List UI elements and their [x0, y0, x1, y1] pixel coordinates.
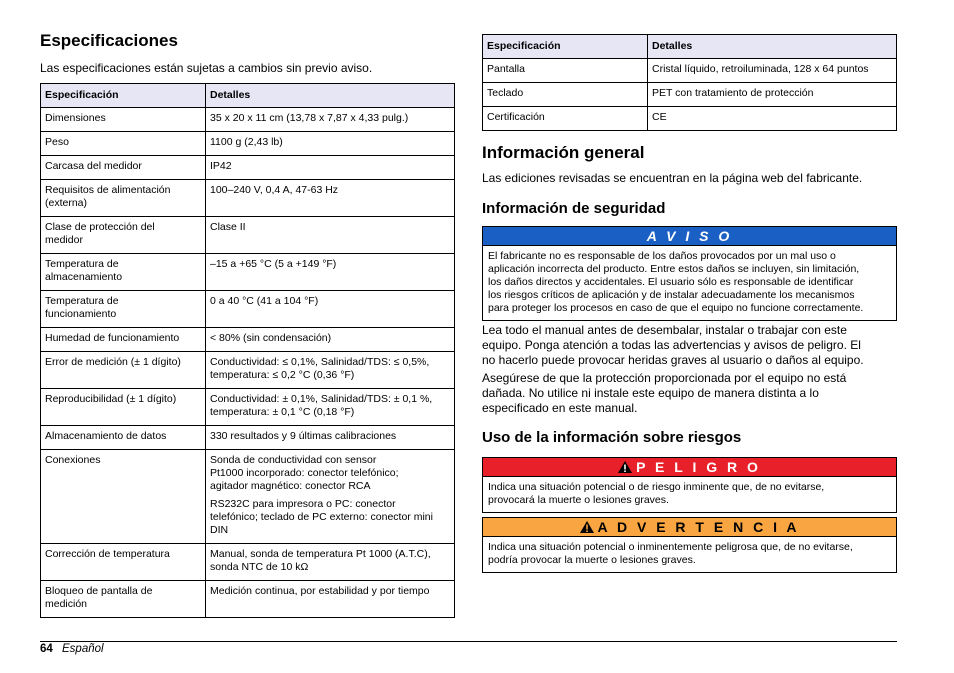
read-manual-paragraph: [482, 323, 892, 368]
header-details: Detalles: [206, 84, 455, 108]
details-line: 330 resultados y 9 últimas calibraciones: [210, 430, 397, 442]
paragraph-line: dañada. No utilice ni instale este equipo de manera distinta a lo: [482, 386, 819, 400]
details-line: DIN: [210, 524, 229, 536]
table-row: [41, 581, 455, 618]
details-line: RS232C para impresora o PC: conector: [210, 498, 396, 510]
peligro-line: provocará la muerte o lesiones graves.: [488, 494, 669, 506]
details-line: Medición continua, por estabilidad y por tiempo: [210, 585, 430, 597]
paragraph-line: Asegúrese de que la protección proporcionada por el equipo no está: [482, 371, 847, 385]
details-line: Conductividad: ± 0,1%, Salinidad/TDS: ± 0,1 %,: [210, 393, 433, 405]
aviso-body: [483, 245, 896, 320]
aviso-notice: [482, 226, 897, 321]
details-line: Clase II: [210, 221, 246, 233]
spec-line: funcionamiento: [45, 308, 117, 320]
advertencia-line: podría provocar la muerte o lesiones graves.: [488, 554, 696, 566]
details-line: 1100 g (2,43 lb): [210, 136, 283, 148]
details-line: Sonda de conductividad con sensor: [210, 454, 377, 466]
details-line: temperatura: ± 0,1 °C (0,18 °F): [210, 406, 355, 418]
details-cell: [206, 389, 455, 426]
spec-line: (externa): [45, 197, 88, 209]
table-row: [41, 254, 455, 291]
page-footer: [40, 643, 104, 655]
spec-cell: [41, 217, 206, 254]
details-line: telefónico; teclado de PC externo: conector mini: [210, 511, 433, 523]
spec-line: Temperatura de: [45, 295, 119, 307]
details-cell: [206, 180, 455, 217]
spec-line: Carcasa del medidor: [45, 160, 142, 172]
aviso-line: los daños directos y accidentales. El usuario sólo es responsable de identificar: [488, 276, 854, 288]
table-row: [41, 450, 455, 544]
safety-info-title: Información de seguridad: [482, 200, 666, 217]
aviso-line: El fabricante no es responsable de los daños provocados por un mal uso o: [488, 250, 836, 262]
table-header-row: [41, 84, 455, 108]
details-paragraph: [210, 498, 450, 537]
spec-line: medición: [45, 598, 88, 610]
spec-cell: [41, 450, 206, 544]
details-cell: PET con tratamiento de protección: [648, 83, 897, 107]
specs-table: [40, 83, 455, 618]
spec-cell: [41, 389, 206, 426]
spec-cell: Certificación: [483, 107, 648, 131]
spec-line: Almacenamiento de datos: [45, 430, 167, 442]
peligro-body: [483, 476, 896, 512]
table-row: [41, 426, 455, 450]
footer-language: Español: [62, 643, 104, 655]
specs-table-continued: [482, 34, 897, 131]
details-cell: [206, 581, 455, 618]
table-header-row: [483, 35, 897, 59]
aviso-line: aplicación incorrecta del producto. Entre estos daños se incluyen, sin limitación,: [488, 263, 860, 275]
table-row: [41, 156, 455, 180]
table-row: [41, 108, 455, 132]
details-line: Conductividad: ≤ 0,1%, Salinidad/TDS: ≤ 0,5%,: [210, 356, 430, 368]
details-cell: [206, 426, 455, 450]
header-specification: Especificación: [41, 84, 206, 108]
details-line: 100–240 V, 0,4 A, 47-63 Hz: [210, 184, 339, 196]
table-row: [41, 132, 455, 156]
details-cell: [206, 108, 455, 132]
spec-line: Clase de protección del: [45, 221, 155, 233]
spec-cell: [41, 156, 206, 180]
peligro-notice: [482, 457, 897, 513]
table-row: [41, 180, 455, 217]
spec-cell: [41, 108, 206, 132]
details-cell: [206, 217, 455, 254]
spec-line: Humedad de funcionamiento: [45, 332, 180, 344]
details-line: 0 a 40 °C (41 a 104 °F): [210, 295, 319, 307]
spec-cell: [41, 352, 206, 389]
general-info-title: Información general: [482, 143, 645, 162]
table-row: [41, 217, 455, 254]
spec-line: Dimensiones: [45, 112, 106, 124]
table-row: [41, 291, 455, 328]
peligro-label: P E L I G R O: [636, 459, 761, 475]
aviso-line: para proteger los procesos en caso de que el equipo no funcione correctamente.: [488, 302, 864, 314]
table-row: [41, 352, 455, 389]
aviso-label: A V I S O: [483, 227, 896, 245]
header-specification: Especificación: [483, 35, 648, 59]
details-line: 35 x 20 x 11 cm (13,78 x 7,87 x 4,33 pulg.): [210, 112, 409, 124]
advertencia-header: [483, 518, 896, 536]
details-line: < 80% (sin condensación): [210, 332, 332, 344]
general-info-text: Las ediciones revisadas se encuentran en la página web del fabricante.: [482, 171, 863, 185]
details-cell: [206, 291, 455, 328]
spec-line: medidor: [45, 234, 83, 246]
details-cell: [206, 352, 455, 389]
table-row: [41, 544, 455, 581]
protection-paragraph: [482, 371, 892, 416]
advertencia-body: [483, 536, 896, 572]
details-cell: [206, 132, 455, 156]
table-row: [483, 59, 897, 83]
spec-cell: [41, 328, 206, 352]
spec-line: Error de medición (± 1 dígito): [45, 356, 181, 368]
table-row: [483, 83, 897, 107]
peligro-header: [483, 458, 896, 476]
spec-cell: [41, 254, 206, 291]
specs-intro: Las especificaciones están sujetas a cambios sin previo aviso.: [40, 61, 373, 75]
details-cell: [206, 156, 455, 180]
details-cell: Cristal líquido, retroiluminada, 128 x 64 puntos: [648, 59, 897, 83]
spec-line: Reproducibilidad (± 1 dígito): [45, 393, 177, 405]
details-cell: [206, 450, 455, 544]
hazard-info-title: Uso de la información sobre riesgos: [482, 429, 742, 446]
spec-line: Conexiones: [45, 454, 101, 466]
details-line: –15 a +65 °C (5 a +149 °F): [210, 258, 337, 270]
specs-title: Especificaciones: [40, 31, 178, 50]
details-line: IP42: [210, 160, 232, 172]
spec-cell: [41, 291, 206, 328]
spec-cell: Pantalla: [483, 59, 648, 83]
spec-line: Bloqueo de pantalla de: [45, 585, 153, 597]
paragraph-line: Lea todo el manual antes de desembalar, instalar o trabajar con este: [482, 323, 847, 337]
warning-triangle-icon: [580, 521, 594, 533]
spec-cell: [41, 426, 206, 450]
header-details: Detalles: [648, 35, 897, 59]
details-line: Pt1000 incorporado: conector telefónico;: [210, 467, 399, 479]
spec-line: almacenamiento: [45, 271, 123, 283]
aviso-line: los riesgos críticos de aplicación y de instalar adecuadamente los mecanismos: [488, 289, 855, 301]
details-line: sonda NTC de 10 kΩ: [210, 561, 309, 573]
spec-cell: [41, 544, 206, 581]
table-row: [41, 389, 455, 426]
page-number: 64: [40, 643, 53, 655]
advertencia-line: Indica una situación potencial o inminentemente peligrosa que, de no evitarse,: [488, 541, 853, 553]
details-line: Manual, sonda de temperatura Pt 1000 (A.T.C),: [210, 548, 431, 560]
spec-cell: [41, 132, 206, 156]
details-cell: [206, 254, 455, 291]
details-cell: [206, 328, 455, 352]
spec-line: Temperatura de: [45, 258, 119, 270]
spec-cell: [41, 180, 206, 217]
footer-divider: [40, 641, 897, 642]
spec-line: Requisitos de alimentación: [45, 184, 171, 196]
paragraph-line: no hacerlo puede provocar heridas graves al usuario o daños al equipo.: [482, 353, 864, 367]
details-cell: [206, 544, 455, 581]
table-row: [41, 328, 455, 352]
spec-cell: [41, 581, 206, 618]
spec-line: Corrección de temperatura: [45, 548, 170, 560]
details-cell: CE: [648, 107, 897, 131]
advertencia-label: A D V E R T E N C I A: [597, 519, 800, 535]
paragraph-line: especificado en este manual.: [482, 401, 638, 415]
details-line: agitador magnético: conector RCA: [210, 480, 371, 492]
peligro-line: Indica una situación potencial o de riesgo inminente que, de no evitarse,: [488, 481, 825, 493]
spec-line: Peso: [45, 136, 69, 148]
table-row: [483, 107, 897, 131]
advertencia-notice: [482, 517, 897, 573]
details-line: temperatura: ≤ 0,2 °C (0,36 °F): [210, 369, 355, 381]
spec-cell: Teclado: [483, 83, 648, 107]
paragraph-line: equipo. Ponga atención a todas las advertencias y avisos de peligro. El: [482, 338, 861, 352]
warning-triangle-icon: [618, 461, 632, 473]
